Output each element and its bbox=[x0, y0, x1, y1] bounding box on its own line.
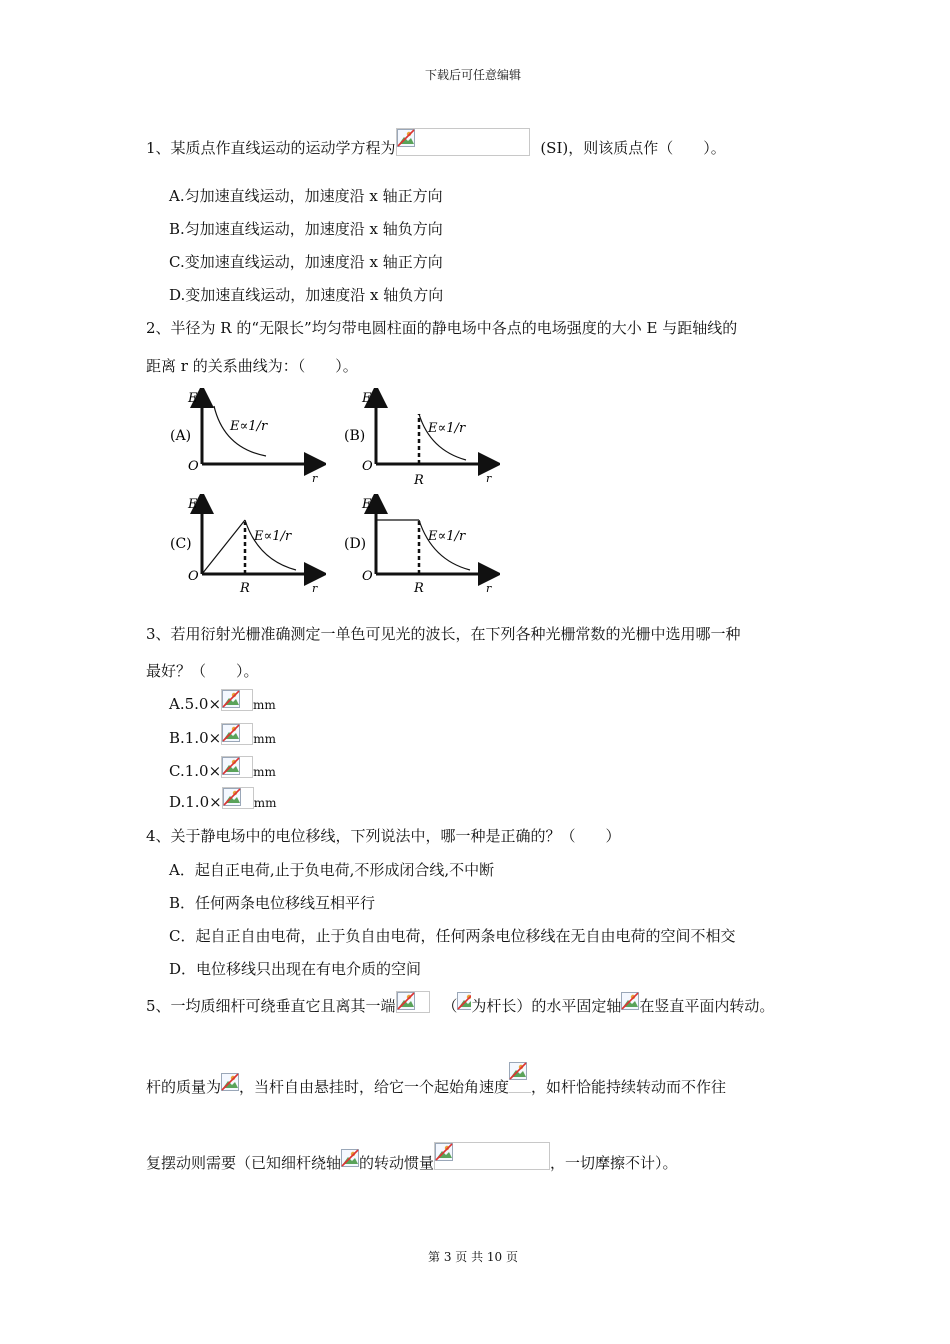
option-prefix: A.5.0× bbox=[169, 695, 222, 713]
exponent-image bbox=[221, 723, 253, 745]
option-unit: mm bbox=[253, 732, 276, 746]
option-unit: mm bbox=[253, 698, 276, 712]
graph-label: (D) bbox=[344, 536, 367, 552]
axis-label-r: r bbox=[312, 472, 318, 485]
graph-b bbox=[340, 388, 500, 488]
broken-image-icon bbox=[457, 992, 471, 1010]
axis-label-r: r bbox=[312, 582, 318, 594]
q5-text: ，当杆自由悬挂时，给它一个起始角速度 bbox=[239, 1078, 510, 1096]
origin-label: O bbox=[188, 459, 199, 474]
q1-stem-start: 1、某质点作直线运动的运动学方程为 bbox=[146, 139, 396, 157]
axis-label-r: r bbox=[486, 582, 492, 594]
question-2-line1: 2、半径为 R 的“无限长”均匀带电圆柱面的静电场中各点的电场强度的大小 E 与距轴线的 bbox=[146, 319, 738, 337]
broken-image-icon bbox=[509, 1062, 527, 1080]
formula-image bbox=[221, 1073, 239, 1093]
exponent-image bbox=[221, 756, 253, 778]
q3-option-d bbox=[169, 792, 276, 813]
q1-option-a: A.匀加速直线运动，加速度沿 x 轴正方向 bbox=[169, 187, 443, 205]
broken-image-icon bbox=[397, 129, 415, 147]
formula-label: E∝1/r bbox=[428, 421, 466, 436]
axis-label-e: E bbox=[362, 497, 372, 512]
formula-label: E∝1/r bbox=[230, 419, 268, 434]
q5-text: ，一切摩擦不计）。 bbox=[550, 1154, 678, 1172]
q1-option-b: B.匀加速直线运动，加速度沿 x 轴负方向 bbox=[169, 220, 443, 238]
q1-option-d: D.变加速直线运动，加速度沿 x 轴负方向 bbox=[169, 286, 444, 304]
q3-option-c bbox=[169, 761, 276, 782]
q4-option-c: C．起自正自由电荷，止于负自由电荷，任何两条电位移线在无自由电荷的空间不相交 bbox=[169, 927, 736, 945]
question-2-line2: 距离 r 的关系曲线为：（ ）。 bbox=[146, 357, 358, 375]
q5-text: （ bbox=[442, 997, 458, 1015]
graph-label: (C) bbox=[170, 536, 192, 552]
q5-text: ，如杆恰能持续转动而不作往 bbox=[531, 1078, 727, 1096]
axis-label-e: E bbox=[188, 497, 198, 512]
exponent-image bbox=[221, 689, 253, 711]
exponent-image bbox=[222, 787, 254, 809]
r-mark-label: R bbox=[414, 581, 424, 594]
question-5-line2 bbox=[146, 1077, 726, 1097]
q4-option-b: B．任何两条电位移线互相平行 bbox=[169, 894, 376, 912]
option-prefix: B.1.0× bbox=[169, 729, 222, 747]
graph-c bbox=[166, 494, 326, 594]
q1-option-c: C.变加速直线运动，加速度沿 x 轴正方向 bbox=[169, 253, 443, 271]
q4-option-a: A．起自正电荷,止于负电荷,不形成闭合线,不中断 bbox=[169, 861, 495, 879]
axis-label-e: E bbox=[362, 391, 372, 406]
question-3-line1: 3、若用衍射光栅准确测定一单色可见光的波长，在下列各种光栅常数的光栅中选用哪一种 bbox=[146, 625, 741, 643]
q5-text: 在竖直平面内转动。 bbox=[639, 997, 775, 1015]
q3-option-b bbox=[169, 728, 276, 749]
broken-image-icon bbox=[221, 1073, 239, 1091]
broken-image-icon bbox=[341, 1149, 359, 1167]
origin-label: O bbox=[362, 459, 373, 474]
r-mark-label: R bbox=[414, 473, 424, 488]
formula-image bbox=[457, 992, 471, 1012]
q1-stem-end: (SI)，则该质点作（ ）。 bbox=[540, 139, 726, 157]
q5-text: 为杆长）的水平固定轴 bbox=[471, 997, 622, 1015]
axis-label-e: E bbox=[188, 391, 198, 406]
q5-text: 的转动惯量 bbox=[359, 1154, 435, 1172]
question-5-line3 bbox=[146, 1153, 678, 1173]
formula-label: E∝1/r bbox=[428, 529, 466, 544]
inertia-formula-image bbox=[434, 1142, 550, 1170]
option-unit: mm bbox=[253, 796, 277, 810]
question-3-line2: 最好？（ ）。 bbox=[146, 662, 259, 680]
q5-text: 复摆动则需要（已知细杆绕轴 bbox=[146, 1154, 342, 1172]
graph-a bbox=[166, 388, 326, 488]
broken-image-icon bbox=[621, 992, 639, 1010]
formula-image bbox=[621, 992, 639, 1012]
option-unit: mm bbox=[253, 765, 276, 779]
broken-image-icon bbox=[222, 690, 240, 708]
option-prefix: C.1.0× bbox=[169, 762, 222, 780]
question-4-stem: 4、关于静电场中的电位移线，下列说法中，哪一种是正确的？（ ） bbox=[146, 827, 621, 845]
broken-image-icon bbox=[435, 1143, 453, 1161]
graph-d bbox=[340, 494, 500, 594]
graph-label: (B) bbox=[344, 428, 366, 444]
equation-image bbox=[396, 128, 530, 156]
formula-image bbox=[509, 1062, 531, 1093]
broken-image-icon bbox=[222, 757, 240, 775]
page-footer: 第 3 页 共 10 页 bbox=[428, 1250, 518, 1264]
q5-text: 杆的质量为 bbox=[146, 1078, 222, 1096]
option-prefix: D.1.0× bbox=[169, 793, 222, 811]
broken-image-icon bbox=[222, 724, 240, 742]
r-mark-label: R bbox=[240, 581, 250, 594]
formula-label: E∝1/r bbox=[254, 529, 292, 544]
q4-option-d: D．电位移线只出现在有电介质的空间 bbox=[169, 960, 422, 978]
q3-option-a bbox=[169, 694, 276, 715]
origin-label: O bbox=[188, 569, 199, 584]
axis-label-r: r bbox=[486, 472, 492, 485]
question-1-stem bbox=[146, 138, 726, 158]
broken-image-icon bbox=[397, 992, 415, 1010]
broken-image-icon bbox=[223, 788, 241, 806]
page-header: 下载后可任意编辑 bbox=[425, 68, 522, 82]
q5-text: 5、一均质细杆可绕垂直它且离其一端 bbox=[146, 997, 396, 1015]
question-5-line1 bbox=[146, 996, 774, 1016]
formula-image bbox=[341, 1149, 359, 1169]
origin-label: O bbox=[362, 569, 373, 584]
graph-label: (A) bbox=[170, 428, 192, 444]
formula-image bbox=[396, 991, 430, 1013]
